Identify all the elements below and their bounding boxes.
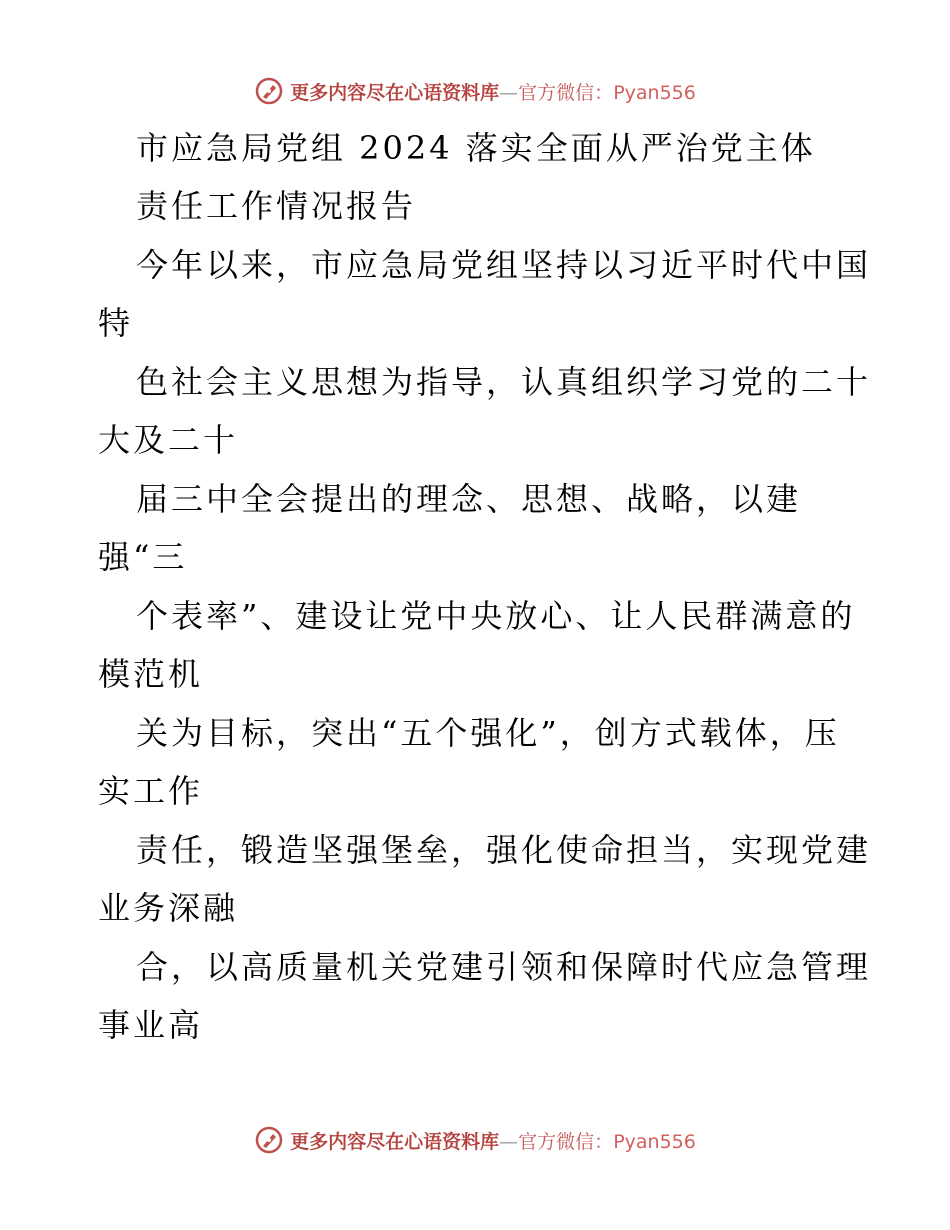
paragraph-line: 关为目标，突出“五个强化”，创方式载体，压 <box>136 714 840 752</box>
paragraph-line: 强“三 <box>98 538 188 576</box>
footer-banner <box>0 1120 950 1160</box>
banner-separator: — <box>499 1130 519 1153</box>
paragraph-line: 事业高 <box>98 1006 204 1044</box>
banner-brand: 更多内容尽在心语资料库 <box>290 81 500 104</box>
banner-wechat-label: 官方微信： <box>518 81 614 104</box>
header-banner <box>0 71 950 111</box>
banner-wechat-label: 官方微信： <box>518 1130 614 1153</box>
paragraph-line: 色社会主义思想为指导，认真组织学习党的二十 <box>136 363 872 401</box>
document-title-line-1: 市应急局党组 2024 落实全面从严治党主体 <box>136 129 816 167</box>
paragraph-line: 今年以来，市应急局党组坚持以习近平时代中国 <box>136 246 872 284</box>
banner-text <box>290 78 696 105</box>
paragraph-line: 合，以高质量机关党建引领和保障时代应急管理 <box>136 948 872 986</box>
paragraph-line: 业务深融 <box>98 889 239 927</box>
banner-separator: — <box>499 81 519 104</box>
banner-wechat-id: Pyan556 <box>613 1130 696 1153</box>
paragraph-line: 届三中全会提出的理念、思想、战略，以建 <box>136 480 802 518</box>
paragraph-line: 责任，锻造坚强堡垒，强化使命担当，实现党建 <box>136 831 872 869</box>
paragraph-line: 模范机 <box>98 655 204 693</box>
paragraph-line: 实工作 <box>98 772 204 810</box>
document-title-line-2: 责任工作情况报告 <box>136 187 417 225</box>
paragraph-line: 个表率”、建设让党中央放心、让人民群满意的 <box>136 597 856 635</box>
banner-wechat-id: Pyan556 <box>613 81 696 104</box>
paragraph-line: 大及二十 <box>98 421 239 459</box>
banner-text <box>290 1127 696 1154</box>
pen-nib-logo-icon <box>254 76 284 106</box>
pen-nib-logo-icon <box>254 1125 284 1155</box>
banner-brand: 更多内容尽在心语资料库 <box>290 1130 500 1153</box>
paragraph-line: 特 <box>98 304 134 342</box>
